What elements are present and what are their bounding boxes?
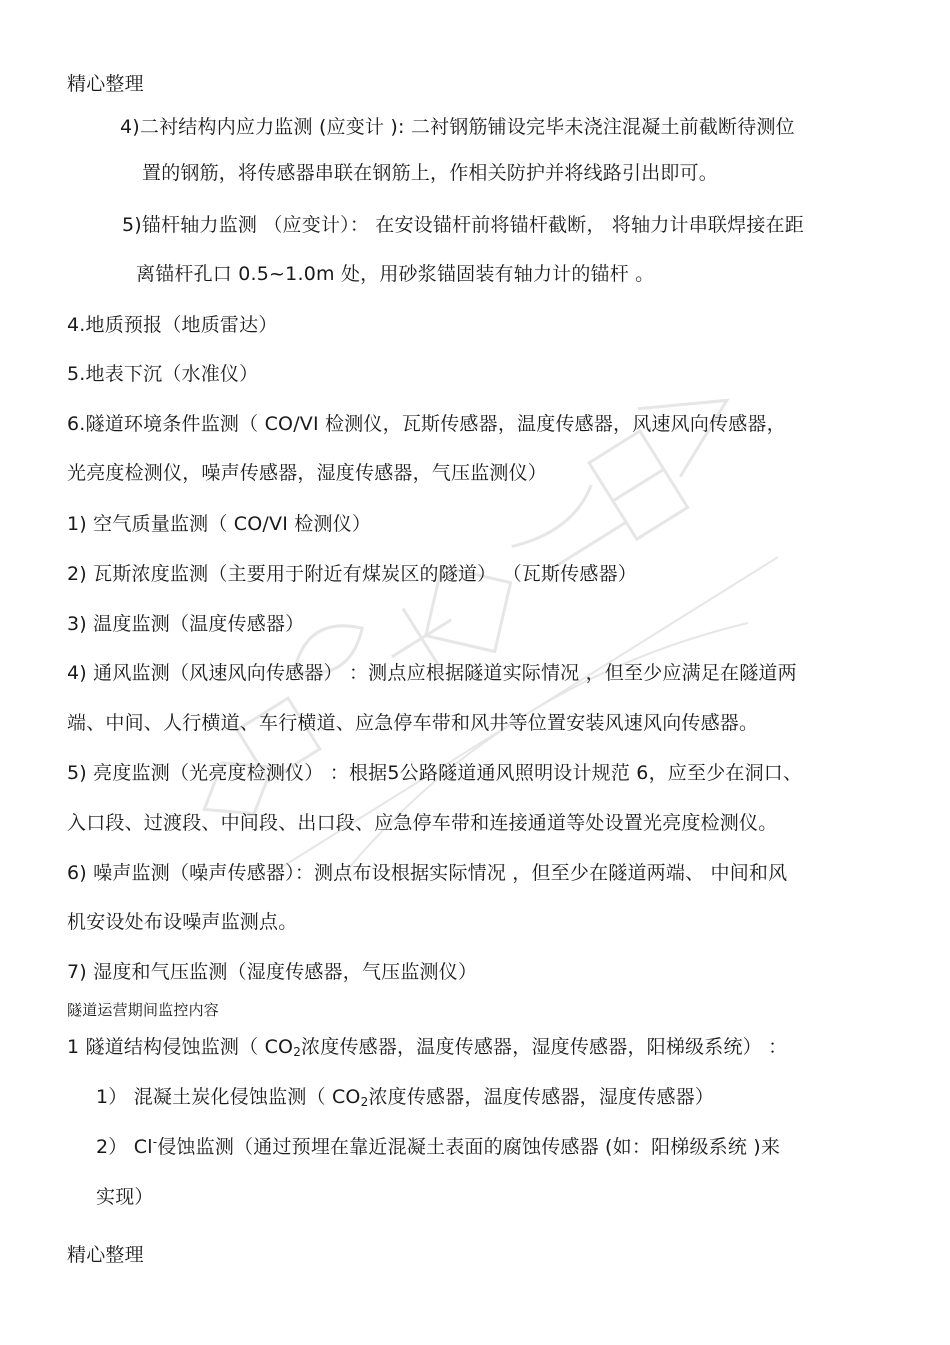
text-line: 离锚杆孔口 0.5~1.0m 处，用砂浆锚固装有轴力计的锚杆 。 bbox=[136, 263, 655, 285]
text-line: 5)锚杆轴力监测 （应变计）： 在安设锚杆前将锚杆截断， 将轴力计串联焊接在距 bbox=[122, 214, 804, 236]
list-item: 1) 空气质量监测（ CO/VI 检测仪） bbox=[67, 513, 372, 535]
text-line: 实现） bbox=[96, 1186, 154, 1208]
subscript: 2 bbox=[360, 1095, 369, 1109]
section-heading: 6.隧道环境条件监测（ CO/VI 检测仪，瓦斯传感器，温度传感器，风速风向传感器， bbox=[67, 413, 786, 435]
list-item: 3) 温度监测（温度传感器） bbox=[67, 613, 305, 635]
text-line: 机安设处布设噪声监测点。 bbox=[67, 911, 298, 933]
text-line: 置的钢筋，将传感器串联在钢筋上，作相关防护并将线路引出即可。 bbox=[142, 162, 719, 184]
list-item: 6) 噪声监测（噪声传感器）：测点布设根据实际情况 ，但至少在隧道两端、 中间和风 bbox=[67, 862, 788, 884]
subscript: 2 bbox=[293, 1045, 302, 1059]
list-item: 4) 通风监测（风速风向传感器） ：测点应根据隧道实际情况 ，但至少应满足在隧道两 bbox=[67, 662, 797, 684]
list-item: 7) 湿度和气压监测（湿度传感器，气压监测仪） bbox=[67, 961, 478, 983]
subsection-heading: 隧道运营期间监控内容 bbox=[67, 1001, 220, 1019]
superscript: - bbox=[152, 1135, 158, 1149]
text-run: 浓度传感器，温度传感器，湿度传感器） bbox=[368, 1086, 715, 1108]
text-run: 浓度传感器，温度传感器，湿度传感器，阳梯级系统） ： bbox=[301, 1036, 788, 1058]
list-item: 5) 亮度监测（光亮度检测仪） ：根据5公路隧道通风照明设计规范 6，应至少在洞口、 bbox=[67, 762, 803, 784]
list-item bbox=[96, 1085, 714, 1109]
text-line: 光亮度检测仪，噪声传感器，湿度传感器，气压监测仪） bbox=[67, 462, 548, 484]
section-heading: 4.地质预报（地质雷达） bbox=[67, 314, 278, 336]
page-header: 精心整理 bbox=[67, 73, 144, 95]
list-item: 2) 瓦斯浓度监测（主要用于附近有煤炭区的隧道） （瓦斯传感器） bbox=[67, 563, 637, 585]
text-run: 1 隧道结构侵蚀监测（ CO bbox=[67, 1036, 294, 1058]
text-run: 1） 混凝土炭化侵蚀监测（ CO bbox=[96, 1086, 361, 1108]
text-run: 2） Cl bbox=[96, 1136, 153, 1158]
list-item bbox=[96, 1135, 780, 1159]
page-footer: 精心整理 bbox=[67, 1244, 144, 1266]
text-line: 端、中间、人行横道、车行横道、应急停车带和风井等位置安装风速风向传感器。 bbox=[67, 712, 759, 734]
text-line: 入口段、过渡段、中间段、出口段、应急停车带和连接通道等处设置光亮度检测仪。 bbox=[67, 812, 778, 834]
section-heading: 5.地表下沉（水准仪） bbox=[67, 363, 259, 385]
text-line: 4)二衬结构内应力监测 (应变计 ): 二衬钢筋铺设完毕未浇注混凝土前截断待测位 bbox=[120, 116, 795, 138]
list-item bbox=[67, 1035, 787, 1059]
text-run: 侵蚀监测（通过预埋在靠近混凝土表面的腐蚀传感器 (如：阳梯级系统 )来 bbox=[157, 1136, 781, 1158]
